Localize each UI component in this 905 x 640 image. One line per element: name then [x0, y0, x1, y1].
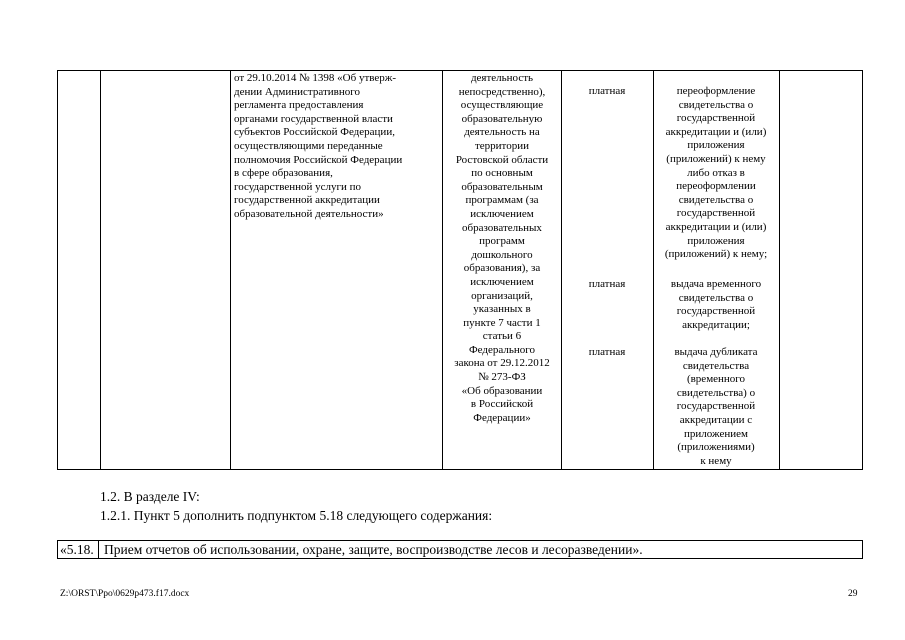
paragraph-section-iv: 1.2. В разделе IV:: [100, 489, 200, 504]
subpoint-table: [57, 540, 863, 559]
table-column-divider: [442, 71, 443, 469]
paragraph-point-5: 1.2.1. Пункт 5 дополнить подпунктом 5.18 следующего содержания:: [100, 508, 493, 523]
page-number: 29: [848, 589, 858, 599]
file-path: Z:\ORST\Ppo\0629p473.f17.docx: [60, 589, 190, 599]
table-column-divider: [779, 71, 780, 469]
legal-act-cell: от 29.10.2014 № 1398 «Об утверж- дении Административного регламента предоставления органами государственной власти субъектов Российской Федерации, осуществляющими переданные полномочия Российской Федерации в сфере образования, государственной услуги по государственной аккредитации образовательной деятельности»: [234, 72, 403, 220]
result-cell-1: переоформление свидетельства о государственной аккредитации и (или) приложения (приложений) к нему либо отказ в переоформлении свидетельства о государственной аккредитации и (или) приложения (приложений) к нему;: [664, 85, 768, 261]
subpoint-number: «5.18.: [60, 542, 94, 557]
table-column-divider: [100, 71, 101, 469]
fee-type-cell-3: платная: [588, 346, 626, 358]
fee-type-cell-1: платная: [588, 85, 626, 97]
table-column-divider: [230, 71, 231, 469]
result-cell-2: выдача временного свидетельства о государственной аккредитации;: [670, 278, 762, 331]
services-table: [57, 70, 863, 470]
subpoint-text: Прием отчетов об использовании, охране, защите, воспроизводстве лесов и лесоразведении».: [104, 542, 643, 557]
table-column-divider: [561, 71, 562, 469]
subpoint-divider: [98, 541, 99, 558]
recipients-cell: деятельность непосредственно), осуществляющие образовательную деятельность на территории Ростовской области по основным образовательным программам (за исключением образовательных программ дошкольного образования), за исключением организаций, указанных в пункте 7 части 1 статьи 6 Федерального закона от 29.12.2012 № 273-ФЗ «Об образовании в Российской Федерации»: [454, 72, 550, 424]
result-cell-3: выдача дубликата свидетельства (временного свидетельства) о государственной аккредитации с приложением (приложениями) к нему: [674, 346, 758, 467]
fee-type-cell-2: платная: [588, 278, 626, 290]
